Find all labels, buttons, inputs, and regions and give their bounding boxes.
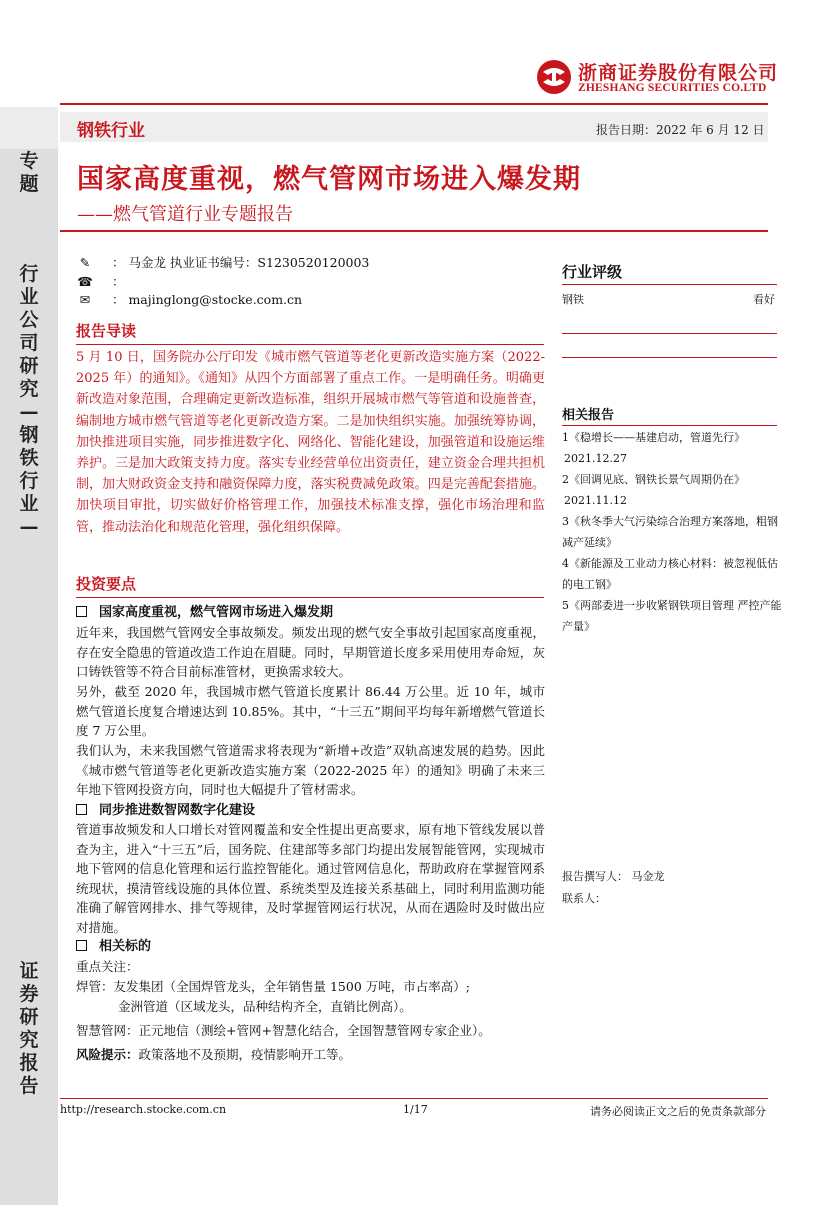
company-logo-icon — [535, 58, 577, 96]
target-weld-pipe: 焊管：友发集团（全国焊管龙头，全年销售量 1500 万吨，市占率高）; — [76, 979, 470, 994]
target-jinzhou: 金洲管道（区域龙头，品种结构齐全，直销比例高）。 — [118, 999, 412, 1014]
report-date: 报告日期：2022 年 6 月 12 日 — [596, 123, 765, 137]
related-heading: 相关报告 — [562, 408, 615, 423]
mail-icon: ✉ — [79, 292, 91, 307]
risk-row — [76, 1045, 351, 1063]
target-smart-network: 智慧管网：正元地信（测绘+管网+智慧化结合，全国智慧管网专家企业）。 — [76, 1023, 491, 1038]
related-divider — [562, 425, 777, 426]
company-name-en: ZHESHANG SECURITIES CO.LTD — [578, 82, 767, 94]
author-email[interactable]: ： majinglong@stocke.com.cn — [111, 292, 303, 307]
invest-heading: 投资要点 — [76, 573, 544, 598]
rating-value: 看好 — [753, 293, 775, 306]
side-label-top: 专 题 — [19, 150, 39, 195]
section-1-para-2: 另外，截至 2020 年，我国城市燃气管道长度累计 86.44 万公里。近 10 年，城市燃气管道长度复合增速达到 10.85%。其中，“十三五”期间平均每年新增燃气管道长度 7 万公里。 — [76, 684, 545, 738]
related-item[interactable]: 2《回调见底、钢铁长景气周期仍在》 2021.11.12 — [562, 473, 745, 507]
risk-text: 政策落地不及预期，疫情影响开工等。 — [138, 1047, 352, 1062]
author-email-row — [76, 290, 302, 308]
checkbox-bullet-icon — [76, 940, 87, 951]
rating-heading: 行业评级 — [562, 263, 623, 281]
report-title: 国家高度重视，燃气管网市场进入爆发期 — [77, 164, 581, 195]
company-name-cn: 浙商证券股份有限公司 — [578, 62, 779, 84]
side-label-bottom: 证 券 研 究 报 告 — [19, 960, 39, 1097]
industry-name: 钢铁行业 — [77, 121, 145, 141]
rating-rule-2 — [562, 357, 777, 358]
intro-heading: 报告导读 — [76, 320, 544, 345]
section-2-title: 同步推进数智网数字化建设 — [76, 799, 255, 818]
rating-rule-1 — [562, 333, 777, 334]
report-subtitle: ——燃气管道行业专题报告 — [77, 204, 293, 225]
footer-url[interactable]: http://research.stocke.com.cn — [60, 1103, 227, 1116]
author-phone-row — [76, 272, 125, 290]
intro-text: 5 月 10 日，国务院办公厅印发《城市燃气管道等老化更新改造实施方案（2022-2025 年）的通知》。《通知》从四个方面部署了重点工作。一是明确任务。明确更新改造对象范围，合理确定更新改造标准，组织开展城市燃气等管道和设施普查，编制地方城市燃气管道等老化更新改造方案。二是加快组织实施。加强统筹协调，加快推进项目实施，同步推进数字化、网络化、智能化建设，加强管道和设施运维养护。三是加大政策支持力度。落实专业经营单位出资责任，建立资金合理共担机制，加大财政资金支持和融资保障力度，落实税费减免政策。四是完善配套措施。加快项目审批，切实做好价格管理工作，加强技术标准支撑，强化市场治理和监管，推动法治化和规范化管理，强化组织保障。 — [76, 350, 545, 535]
report-writer: 报告撰写人： 马金龙 — [562, 870, 665, 883]
related-item[interactable]: 3《秋冬季大气污染综合治理方案落地，粗钢减产延续》 — [562, 515, 778, 549]
checkbox-bullet-icon — [76, 804, 87, 815]
footer-divider — [60, 1098, 768, 1099]
related-item[interactable]: 1《稳增长——基建启动，管道先行》 2021.12.27 — [562, 431, 745, 465]
report-contact: 联系人： — [562, 892, 606, 905]
author-name: ： 马金龙 执业证书编号：S1230520120003 — [111, 255, 370, 270]
title-divider — [60, 230, 768, 232]
footer-page: 1/17 — [403, 1103, 428, 1116]
section-1-para-1: 近年来，我国燃气管网安全事故频发。频发出现的燃气安全事故引起国家高度重视，存在安全隐患的管道改造工作迫在眉睫。同时，早期管道长度多采用使用寿命短，灰口铸铁管等不符合目前标准管材，更换需求较大。 — [76, 625, 545, 679]
checkbox-bullet-icon — [76, 606, 87, 617]
rating-industry: 钢铁 — [562, 293, 584, 306]
section-1-title: 国家高度重视，燃气管网市场进入爆发期 — [76, 601, 333, 620]
side-strip-top — [0, 107, 58, 149]
focus-label: 重点关注： — [76, 959, 139, 974]
header-divider — [60, 103, 768, 105]
author-phone: ： — [111, 274, 125, 289]
related-item[interactable]: 4《新能源及工业动力核心材料：被忽视低估的电工钢》 — [562, 557, 778, 591]
footer-disclaimer: 请务必阅读正文之后的免责条款部分 — [590, 1105, 766, 1118]
risk-label: 风险提示： — [76, 1047, 139, 1062]
phone-icon: ☎ — [77, 274, 93, 289]
related-item[interactable]: 5《两部委进一步收紧钢铁项目管理 严控产能产量》 — [562, 599, 782, 633]
rating-divider — [562, 284, 777, 285]
author-name-row — [76, 253, 369, 271]
section-3-title: 相关标的 — [76, 935, 151, 954]
side-label-middle: 行 业 公 司 研 究 — 钢 铁 行 业 — — [19, 263, 39, 538]
pen-icon: ✎ — [79, 255, 91, 270]
section-1-para-3: 我们认为，未来我国燃气管道需求将表现为“新增+改造”双轨高速发展的趋势。因此《城市燃气管道等老化更新改造实施方案（2022-2025 年）的通知》明确了未来三年地下管网投资方向，同时也大幅提升了管材需求。 — [76, 743, 545, 797]
section-2-para-1: 管道事故频发和人口增长对管网覆盖和安全性提出更高要求，原有地下管线发展以普查为主，进入“十三五”后，国务院、住建部等多部门均提出发展智能管网，实现城市地下管网的信息化管理和运行监控智能化。通过管网信息化，帮助政府在掌握管网系统现状，摸清管线设施的具体位置、系统类型及连接关系基础上，同时利用监测功能准确了解管网排水、排气等规律，及时掌握管网运行状况，从而在遇险时及时做出应对措施。 — [76, 822, 545, 935]
related-list — [562, 427, 782, 637]
